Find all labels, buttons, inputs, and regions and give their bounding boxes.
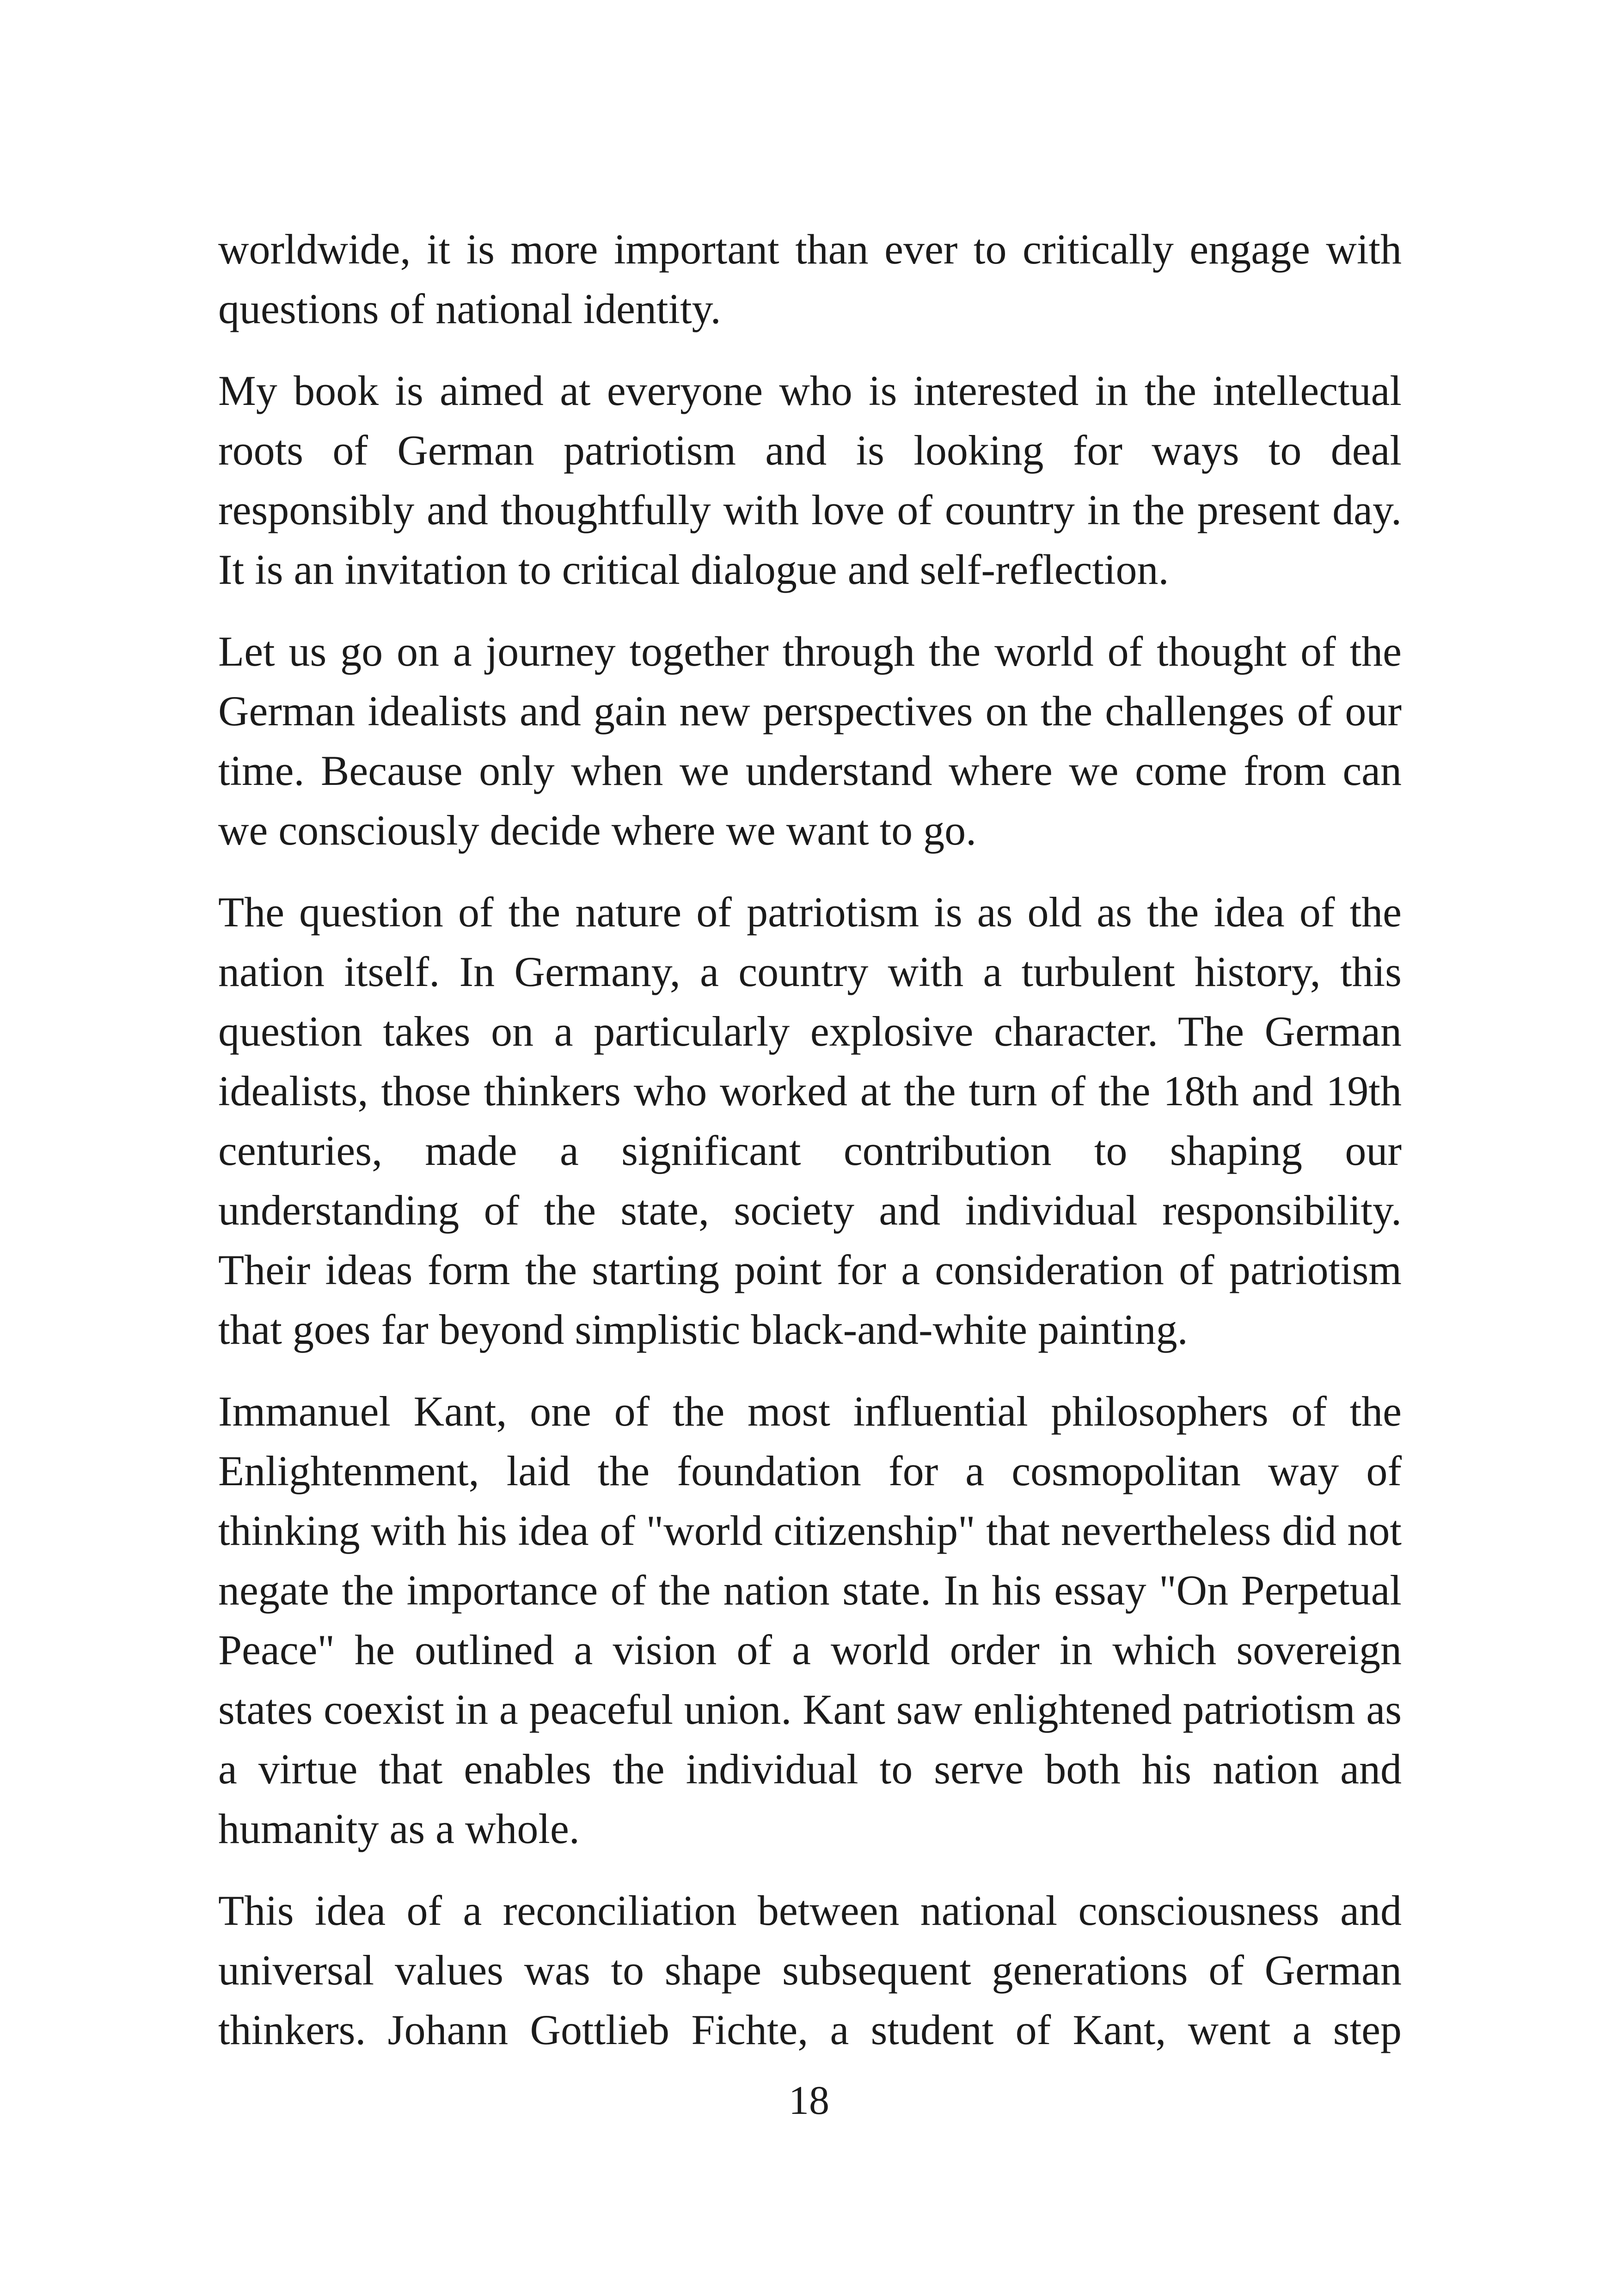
paragraph-5: Immanuel Kant, one of the most influential philosophers of the Enlightenment, laid the foundation for a cosmopolitan way of thinking with his idea of "world citizenship" that nevertheless did not negate the importance of the nation state. In his essay "On Perpetual Peace" he outlined a vision of a world order in which sovereign states coexist in a peaceful union. Kant saw enlightened patriotism as a virtue that enables the individual to serve both his nation and humanity as a whole. <box>218 1388 1402 1852</box>
page-number: 18 <box>789 2078 829 2123</box>
paragraph-1: worldwide, it is more important than ever to critically engage with questions of national identity. <box>218 226 1402 332</box>
paragraph-3: Let us go on a journey together through the world of thought of the German idealists and gain new perspectives on the challenges of our time. Because only when we understand where we come from can we consciously decide where we want to go. <box>218 628 1402 854</box>
paragraph-4: The question of the nature of patriotism is as old as the idea of the nation itself. In Germany, a country with a turbulent history, this question takes on a particularly explosive character. The German idealists, those thinkers who worked at the turn of the 18th and 19th centuries, made a significant contribution to shaping our understanding of the state, society and individual responsibility. Their ideas form the starting point for a consideration of patriotism that goes far beyond simplistic black-and-white painting. <box>218 888 1402 1353</box>
body-text <box>218 220 1402 2082</box>
paragraph-2: My book is aimed at everyone who is interested in the intellectual roots of German patriotism and is looking for ways to deal responsibly and thoughtfully with love of country in the present day. It is an invitation to critical dialogue and self-reflection. <box>218 367 1402 593</box>
paragraph-6: This idea of a reconciliation between national consciousness and universal values was to shape subsequent generations of German thinkers. Johann Gottlieb Fichte, a student of Kant, went a step <box>218 1887 1402 2053</box>
